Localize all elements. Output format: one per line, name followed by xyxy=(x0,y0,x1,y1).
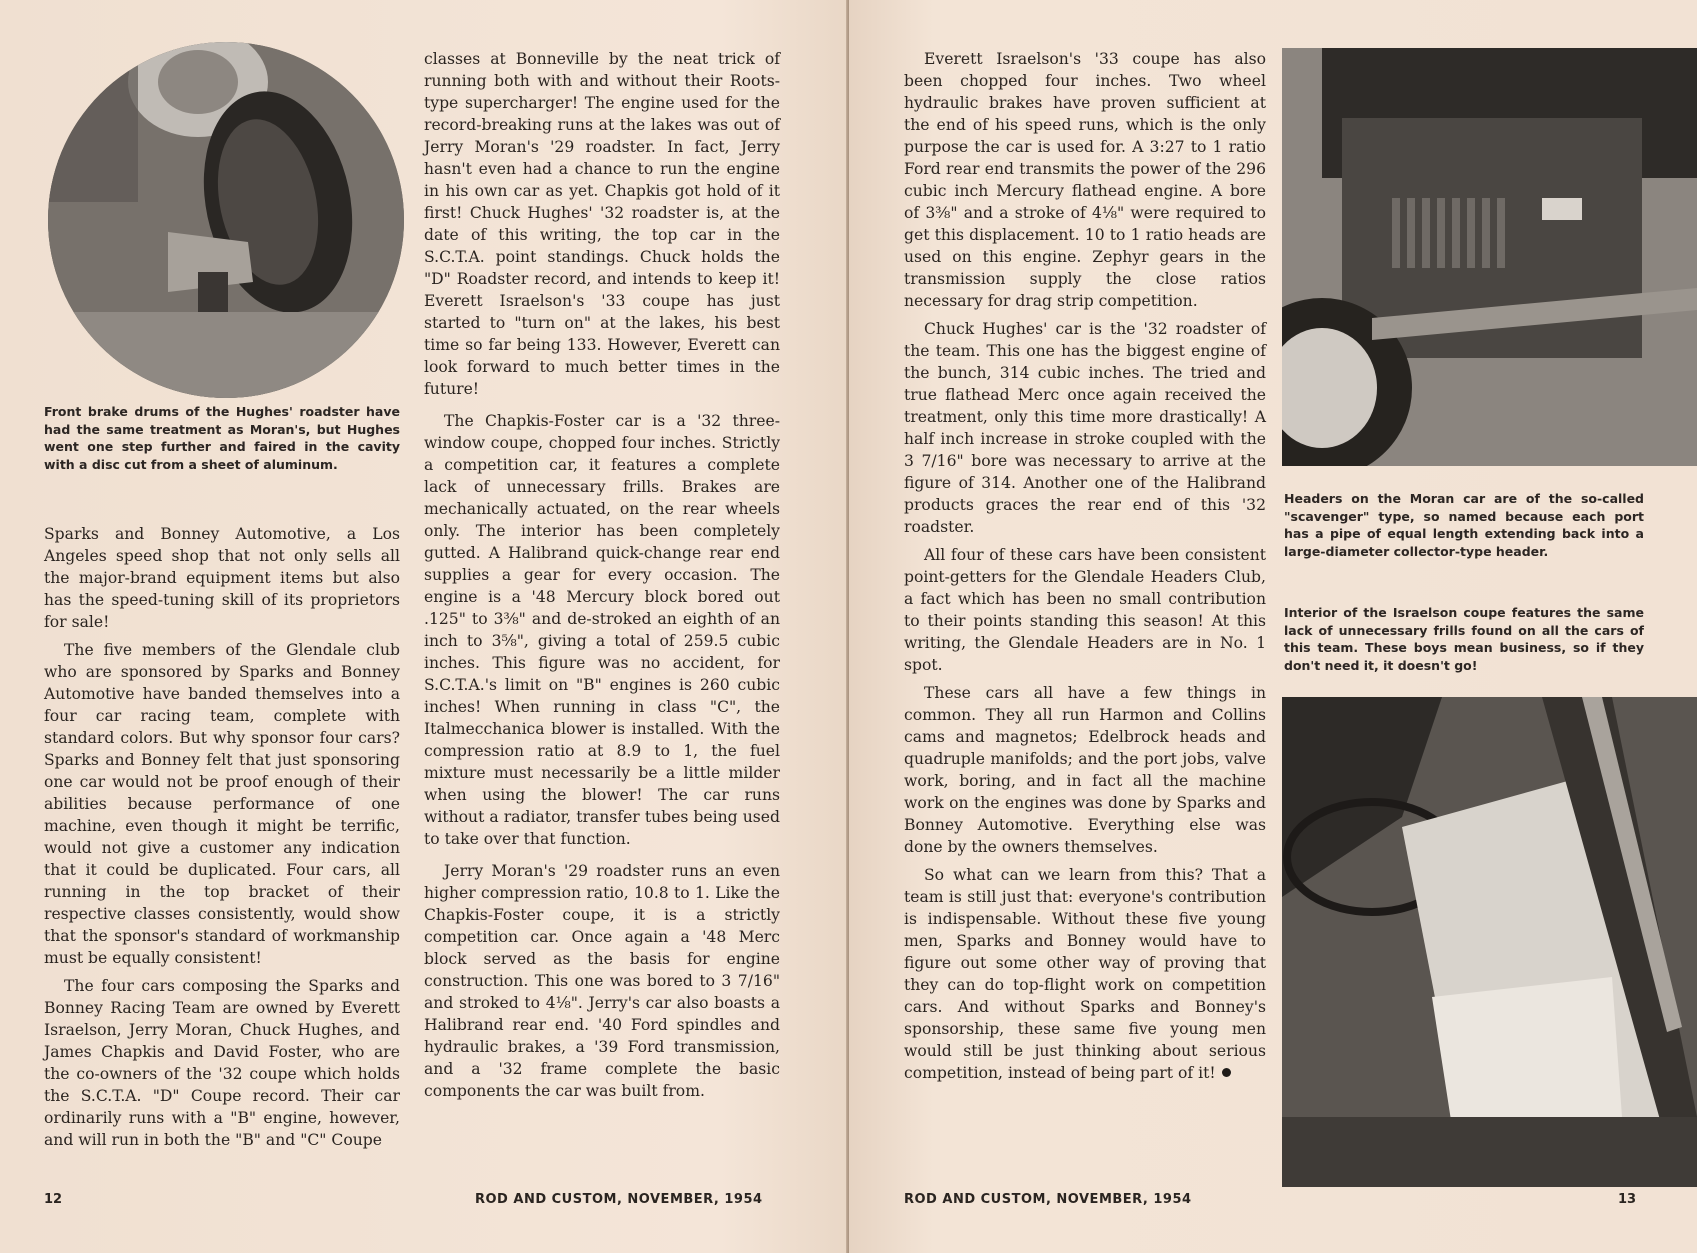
paragraph: These cars all have a few things in common. They all run Harmon and Collins cams and magnetos; Edelbrock heads and quadruple manifolds; and the port jobs, valve work, boring, and in fact all the machine work on the engines was done by Sparks and Bonney Automotive. Everything else was done by the owners themselves. xyxy=(904,684,1266,856)
paragraph: The four cars composing the Sparks and Bonney Racing Team are owned by Everett Israelson, Jerry Moran, Chuck Hughes, and James Chapkis and David Foster, who are the co-owners of the '32 coupe which holds the S.C.T.A. "D" Coupe record. Their car ordinarily runs with a "B" engine, however, and will run in both the "B" and "C" Coupe xyxy=(44,977,400,1149)
page-number-left: 12 xyxy=(44,1192,63,1207)
headers-photo-graphic xyxy=(1282,48,1697,466)
left-column-2 xyxy=(424,48,780,1108)
paragraph: Jerry Moran's '29 roadster runs an even higher compression ratio, 10.8 to 1. Like the Chapkis-Foster coupe, it is a strictly competition car. Once again a '48 Merc block served as the basis for engine construction. This one was bored to 3 7/16" and stroked to 4⅛". Jerry's car also boasts a Halibrand rear end. '40 Ford spindles and hydraulic brakes, a '39 Ford transmission, and a '32 frame complete the basic components the car was built from. xyxy=(424,862,780,1100)
left-page xyxy=(0,0,848,1253)
right-column-1 xyxy=(904,48,1266,1090)
footer-right: ROD AND CUSTOM, NOVEMBER, 1954 xyxy=(904,1192,1192,1207)
interior-photo xyxy=(1282,697,1697,1187)
left-column-1 xyxy=(44,523,400,1157)
headers-caption: Headers on the Moran car are of the so-called "scavenger" type, so named because each port has a pipe of equal length extending back into a large-diameter collector-type header. xyxy=(1284,491,1644,559)
paragraph xyxy=(904,864,1266,1084)
paragraph: Chuck Hughes' car is the '32 roadster of the team. This one has the biggest engine of the bunch, 314 cubic inches. The tried and true flathead Merc once again received the treatment, only this time more drastically! A half inch increase in stroke coupled with the 3 7/16" bore was necessary to arrive at the figure of 314. Another one of the Halibrand products graces the rear end of this '32 roadster. xyxy=(904,320,1266,536)
brake-drum-photo-graphic xyxy=(48,42,404,398)
interior-photo-graphic xyxy=(1282,697,1697,1187)
paragraph: The five members of the Glendale club who are sponsored by Sparks and Bonney Automotive have banded themselves into a four car racing team, complete with standard colors. But why sponsor four cars? Sparks and Bonney felt that just sponsoring one car would not be proof enough of their abilities because performance of one machine, even though it might be terrific, would not give a customer any indication that it could be duplicated. Four cars, all running in the top bracket of their respective classes consistently, would show that the sponsor's standard of workmanship must be equally consistent! xyxy=(44,641,400,967)
paragraph: The Chapkis-Foster car is a '32 three-window coupe, chopped four inches. Strictly a competition car, it features a complete lack of unnecessary frills. Brakes are mechanically actuated, on the rear wheels only. The interior has been completely gutted. A Halibrand quick-change rear end supplies a gear for every occasion. The engine is a '48 Mercury block bored out .125" to 3⅜" and de-stroked an eighth of an inch to 3⅝", giving a total of 259.5 cubic inches. This figure was no accident, for S.C.T.A.'s limit on "B" engines is 260 cubic inches! When running in class "C", the Italmecchanica blower is installed. With the compression ratio at 8.9 to 1, the fuel mixture must necessarily be a little milder when using the blower! The car runs without a radiator, transfer tubes being used to take over that function. xyxy=(424,412,780,848)
closing-paragraph-text: So what can we learn from this? That a team is still just that: everyone's contribution is indispensable. Without these five young men, Sparks and Bonney would have to figure out some other way of proving that they can do top-flight work on competition cars. And without Sparks and Bonney's sponsorship, these same five young men would still be just thinking about serious competition, instead of being part of it! xyxy=(904,866,1266,1082)
paragraph: All four of these cars have been consistent point-getters for the Glendale Headers Club, a fact which has been no small contribution to their points standing this season! At this writing, the Glendale Headers are in No. 1 spot. xyxy=(904,546,1266,674)
brake-drum-photo xyxy=(48,42,404,398)
paragraph: Sparks and Bonney Automotive, a Los Angeles speed shop that not only sells all the major-brand equipment items but also has the speed-tuning skill of its proprietors for sale! xyxy=(44,525,400,631)
page-number-right: 13 xyxy=(1618,1192,1637,1207)
paragraph: classes at Bonneville by the neat trick of running both with and without their Roots-type supercharger! The engine used for the record-breaking runs at the lakes was out of Jerry Moran's '29 roadster. In fact, Jerry hasn't even had a chance to run the engine in his own car as yet. Chapkis got hold of it first! Chuck Hughes' '32 roadster is, at the date of this writing, the top car in the S.C.T.A. point standings. Chuck holds the "D" Roadster record, and intends to keep it! Everett Israelson's '33 coupe has just started to "turn on" at the lakes, his best time so far being 133. However, Everett can look forward to much better times in the future! xyxy=(424,50,780,398)
paragraph: Everett Israelson's '33 coupe has also been chopped four inches. Two wheel hydraulic brakes have proven sufficient at the end of his speed runs, which is the only purpose the car is used for. A 3:27 to 1 ratio Ford rear end transmits the power of the 296 cubic inch Mercury flathead engine. A bore of 3⅜" and a stroke of 4⅛" were required to get this displacement. 10 to 1 ratio heads are used on this engine. Zephyr gears in the transmission supply the close ratios necessary for drag strip competition. xyxy=(904,50,1266,310)
interior-caption: Interior of the Israelson coupe features the same lack of unnecessary frills found on all the cars of this team. These boys mean business, so if they don't need it, it doesn't go! xyxy=(1284,605,1644,673)
brake-drum-caption: Front brake drums of the Hughes' roadster have had the same treatment as Moran's, but Hughes went one step further and faired in the cavity with a disc cut from a sheet of aluminum. xyxy=(44,404,400,472)
headers-photo xyxy=(1282,48,1697,466)
footer-left: ROD AND CUSTOM, NOVEMBER, 1954 xyxy=(475,1192,763,1207)
end-mark-icon xyxy=(1222,1068,1231,1077)
